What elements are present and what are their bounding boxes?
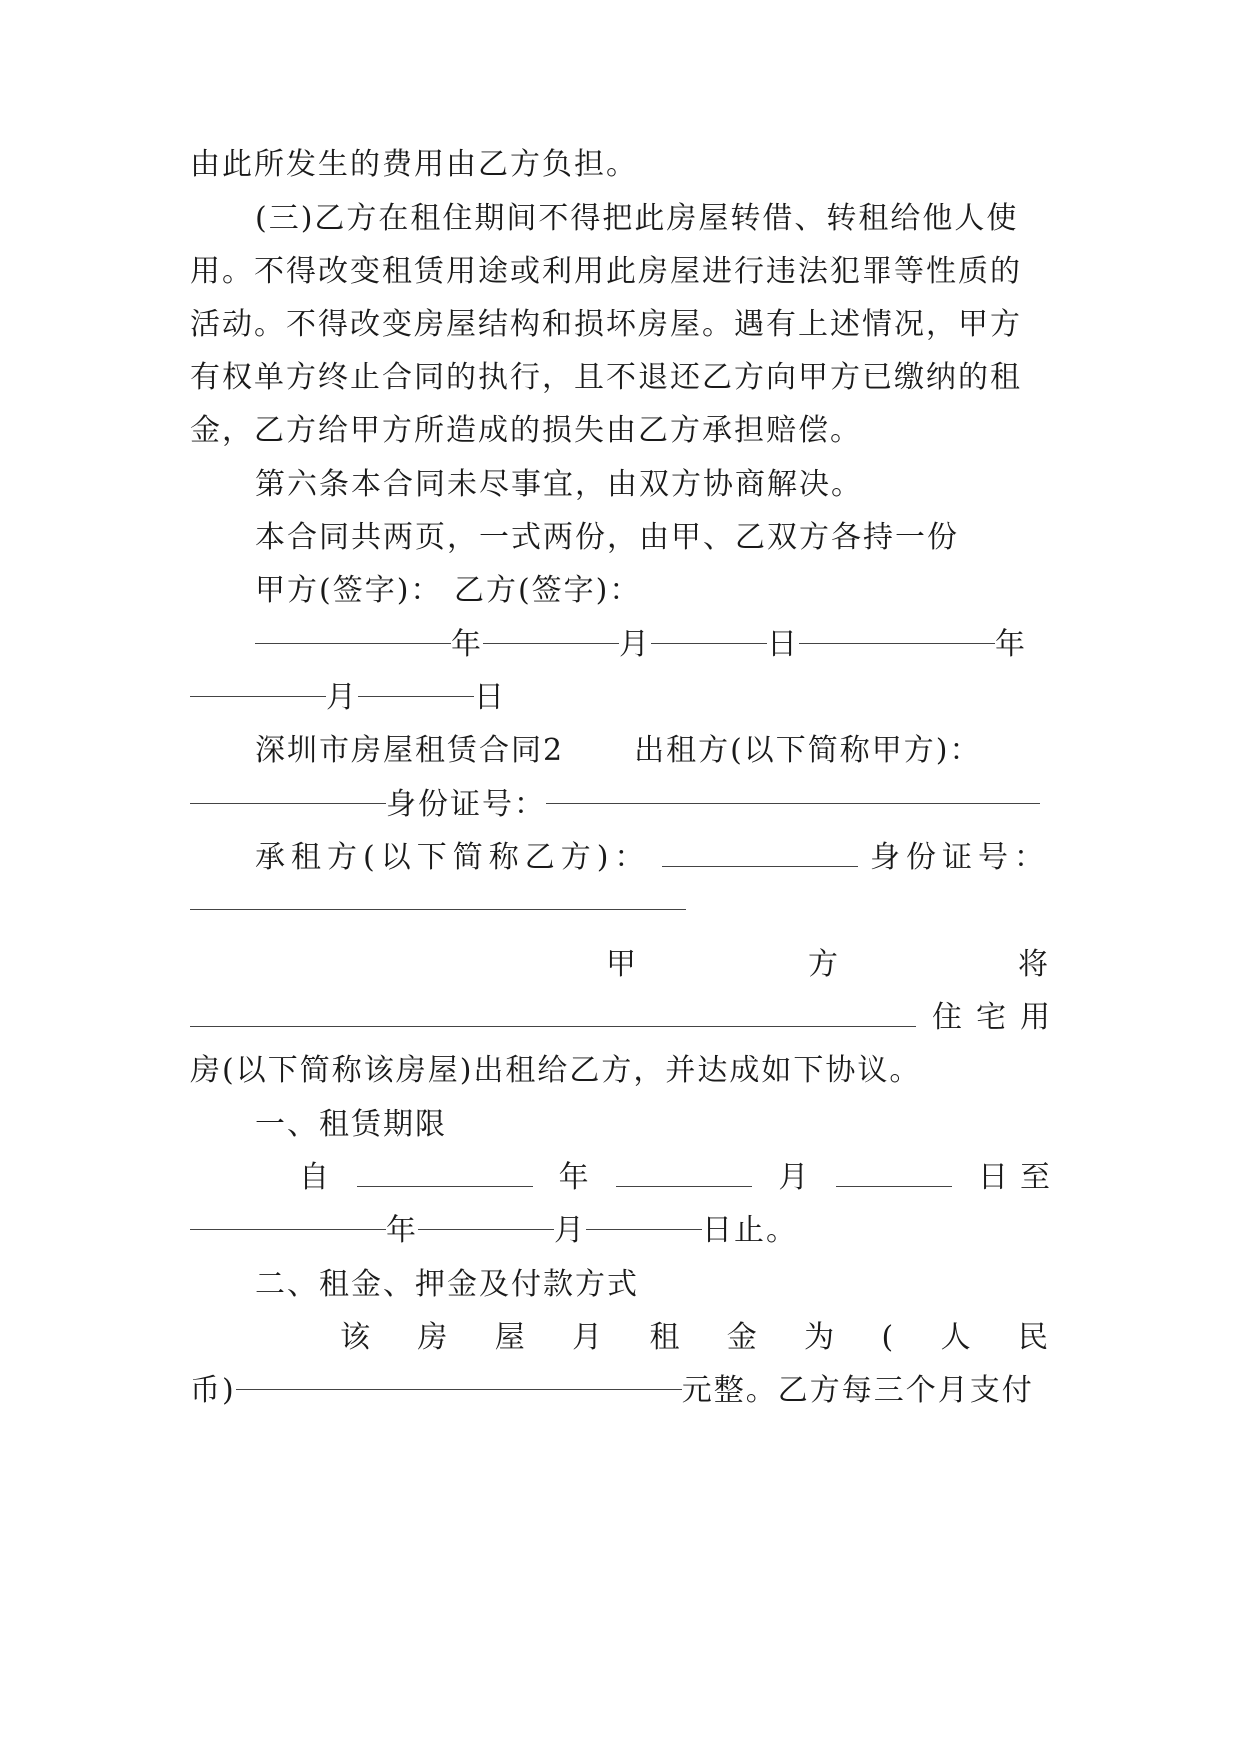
text-line: (三)乙方在租住期间不得把此房屋转借、转租给他人使 xyxy=(255,201,1019,236)
word: 元整。乙方每三个月支付 xyxy=(681,1373,1034,1408)
lessee-label: 承租方(以下简称乙方)： xyxy=(255,840,651,875)
fill-blank[interactable] xyxy=(616,1185,752,1187)
fill-blank[interactable] xyxy=(255,642,451,644)
word: ( xyxy=(881,1320,896,1355)
fill-blank[interactable] xyxy=(799,642,995,644)
word: 为 xyxy=(804,1320,837,1355)
word: 币) xyxy=(190,1373,236,1408)
date-day-label: 日 xyxy=(767,627,799,662)
lessee-name-blank[interactable] xyxy=(662,865,858,867)
text-line: 有权单方终止合同的执行，且不退还乙方向甲方已缴纳的租 xyxy=(190,360,1022,395)
fill-blank[interactable] xyxy=(190,1228,386,1230)
word: 将 xyxy=(1018,947,1050,982)
lessor-id-line xyxy=(190,776,1050,834)
fill-blank[interactable] xyxy=(357,1185,533,1187)
date-month-label: 月 xyxy=(326,680,358,715)
text-line: 第六条本合同未尽事宜，由双方协商解决。 xyxy=(255,467,863,502)
fill-blank[interactable] xyxy=(586,1228,702,1230)
lessee-id-blank[interactable] xyxy=(190,908,686,910)
rent-amount-line xyxy=(190,1362,1050,1420)
lease-term-line xyxy=(255,1149,1062,1207)
word: 甲 xyxy=(606,947,638,982)
contract-title: 深圳市房屋租赁合同2 xyxy=(255,733,565,768)
text-line xyxy=(190,936,1050,994)
word: 屋 xyxy=(494,1320,527,1355)
date-month-label: 月 xyxy=(619,627,651,662)
rent-amount-blank[interactable] xyxy=(236,1388,682,1390)
word: 租 xyxy=(649,1320,682,1355)
date-year-label: 年 xyxy=(386,1213,418,1248)
word: 房 xyxy=(417,1320,450,1355)
date-day-label: 日 xyxy=(474,680,506,715)
text-line: 由此所发生的费用由乙方负担。 xyxy=(190,147,638,182)
word: 人 xyxy=(940,1320,973,1355)
section-heading: 一、租赁期限 xyxy=(255,1107,447,1142)
text-line: 本合同共两页，一式两份，由甲、乙双方各持一份 xyxy=(255,520,959,555)
fill-blank[interactable] xyxy=(651,642,767,644)
lease-term-line xyxy=(190,1202,1050,1260)
word: 该 xyxy=(340,1320,372,1355)
address-blank[interactable] xyxy=(190,1025,916,1027)
fill-blank[interactable] xyxy=(190,695,326,697)
lessor-id-blank[interactable] xyxy=(546,802,1040,804)
date-month-label: 月 xyxy=(778,1160,811,1195)
contract-heading-line xyxy=(255,722,1050,780)
fill-blank[interactable] xyxy=(836,1185,952,1187)
word: 月 xyxy=(572,1320,605,1355)
word: 民 xyxy=(1017,1320,1050,1355)
section-heading: 二、租金、押金及付款方式 xyxy=(255,1267,639,1302)
signature-line: 甲方(签字)： 乙方(签字)： xyxy=(255,573,642,608)
text-line: 房(以下简称该房屋)出租给乙方，并达成如下协议。 xyxy=(190,1053,922,1088)
lessor-name-blank[interactable] xyxy=(190,802,386,804)
word: 自 xyxy=(299,1160,331,1195)
id-number-label: 身份证号： xyxy=(869,840,1050,875)
word: 日止。 xyxy=(702,1213,798,1248)
fill-blank[interactable] xyxy=(483,642,619,644)
word: 方 xyxy=(808,947,840,982)
date-year-label: 年 xyxy=(995,627,1027,662)
date-line xyxy=(190,669,1050,727)
date-year-label: 年 xyxy=(558,1160,591,1195)
text-line: 活动。不得改变房屋结构和损坏房屋。遇有上述情况，甲方 xyxy=(190,307,1022,342)
word: 金 xyxy=(726,1320,759,1355)
residence-label: 住宅用 xyxy=(932,1000,1064,1035)
text-line: 金，乙方给甲方所造成的损失由乙方承担赔偿。 xyxy=(190,413,862,448)
date-line xyxy=(255,616,1050,674)
id-number-label: 身份证号： xyxy=(386,787,546,822)
lessor-label: 出租方(以下简称甲方)： xyxy=(634,733,982,768)
text-line: 用。不得改变租赁用途或利用此房屋进行违法犯罪等性质的 xyxy=(190,254,1022,289)
address-line xyxy=(190,989,1064,1047)
blank-line xyxy=(190,882,1050,940)
fill-blank[interactable] xyxy=(418,1228,554,1230)
date-month-label: 月 xyxy=(554,1213,586,1248)
date-year-label: 年 xyxy=(451,627,483,662)
rent-line xyxy=(340,1309,1050,1367)
word: 日至 xyxy=(977,1160,1062,1195)
lessee-line xyxy=(255,829,1050,887)
fill-blank[interactable] xyxy=(358,695,474,697)
